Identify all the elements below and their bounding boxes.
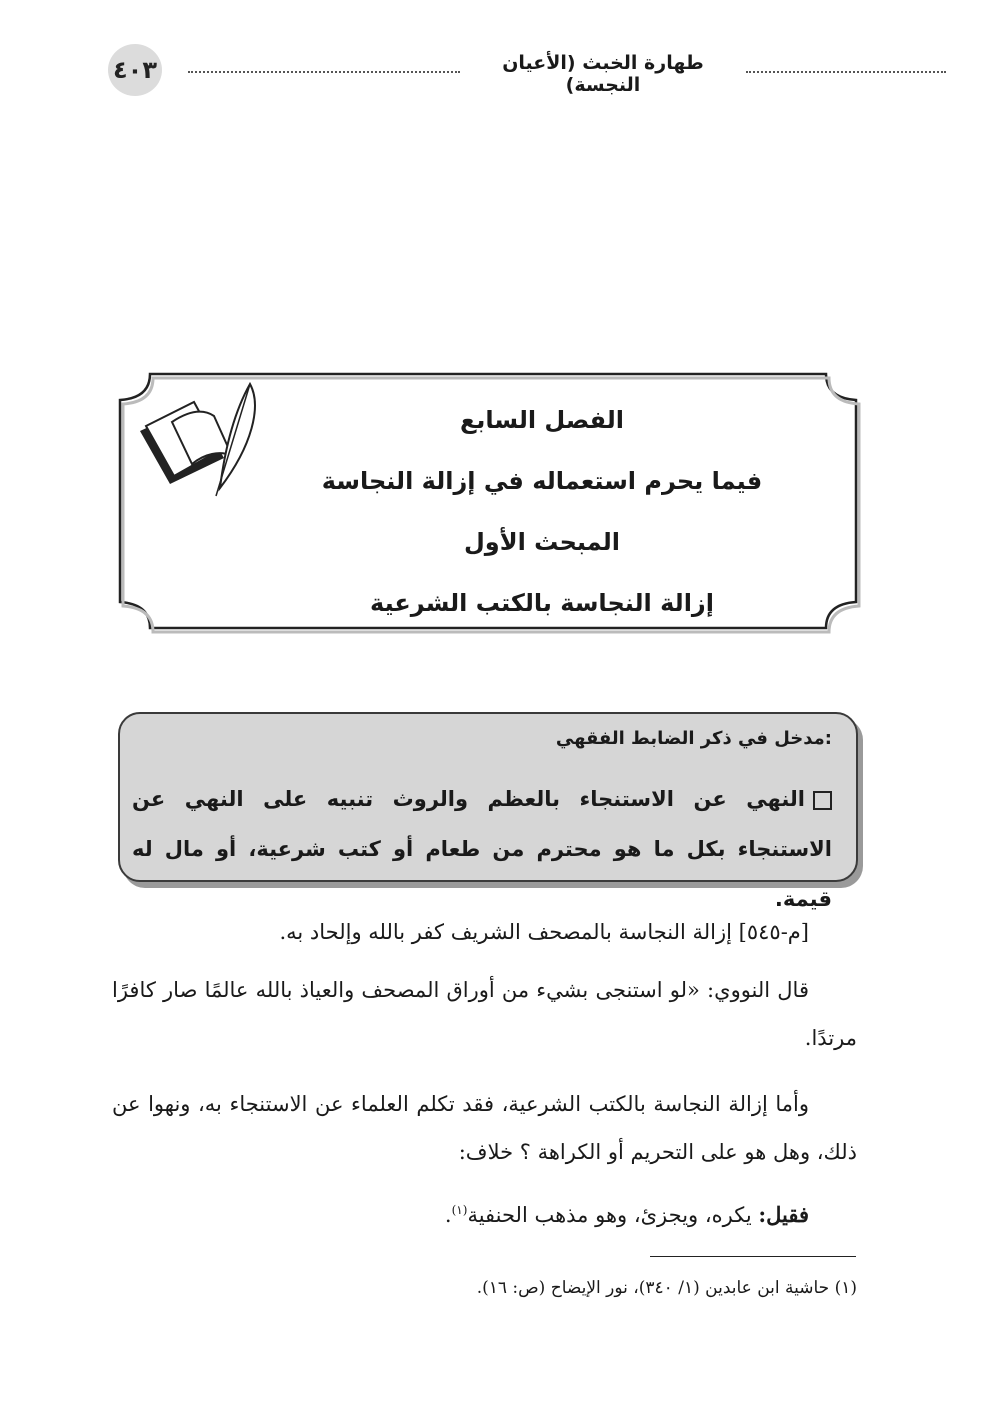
paragraph-4-lead: فقيل: xyxy=(758,1202,809,1227)
dotted-leader-right xyxy=(746,71,946,73)
checkbox-icon xyxy=(813,791,832,810)
intro-text xyxy=(132,774,832,924)
paragraph-4 xyxy=(112,1186,857,1239)
running-title: طهارة الخبث (الأعيان النجسة) xyxy=(502,52,704,96)
footnote: (١) حاشية ابن عابدين (١/ ٣٤٠)، نور الإيضاح (ص: ١٦). xyxy=(476,1278,857,1298)
intro-box xyxy=(118,712,858,911)
book-and-quill-icon xyxy=(132,376,282,506)
paragraph-3 xyxy=(112,1080,857,1176)
chapter-number: الفصل السابع xyxy=(459,406,624,434)
page-number: ٤٠٣ xyxy=(108,44,162,96)
paragraph-1 xyxy=(112,908,857,956)
paragraph-4-text: يكره، ويجزئ، وهو مذهب الحنفية xyxy=(467,1203,759,1227)
paragraph-2 xyxy=(112,966,857,1062)
chapter-title: فيما يحرم استعماله في إزالة النجاسة xyxy=(321,467,763,495)
section-title: إزالة النجاسة بالكتب الشرعية xyxy=(370,589,714,617)
footnote-rule xyxy=(650,1256,856,1257)
page-header xyxy=(108,44,848,96)
chapter-heading xyxy=(262,390,822,634)
intro-title: مدخل في ذكر الضابط الفقهي: xyxy=(555,728,832,749)
dotted-leader-left xyxy=(188,71,460,73)
paragraph-4-end: . xyxy=(444,1203,452,1227)
section-number: المبحث الأول xyxy=(463,528,621,556)
paragraph-2-text: قال النووي: «لو استنجى بشيء من أوراق المصحف والعياذ بالله عالمًا صار كافرًا مرتدًا. xyxy=(112,978,857,1050)
chapter-frame xyxy=(112,368,864,634)
footnote-ref[interactable]: (١) xyxy=(451,1203,468,1217)
paragraph-3-text: وأما إزالة النجاسة بالكتب الشرعية، فقد تكلم العلماء عن الاستنجاء به، ونهوا عن ذلك، وهل هو على التحريم أو الكراهة ؟ خلاف: xyxy=(112,1092,857,1164)
paragraph-1-text: [م-٥٤٥] إزالة النجاسة بالمصحف الشريف كفر بالله وإلحاد به. xyxy=(279,920,809,944)
intro-text-body: النهي عن الاستنجاء بالعظم والروث تنبيه على النهي عن الاستنجاء بكل ما هو محترم من طعام أو كتب شرعية، أو مال له قيمة. xyxy=(132,787,832,911)
